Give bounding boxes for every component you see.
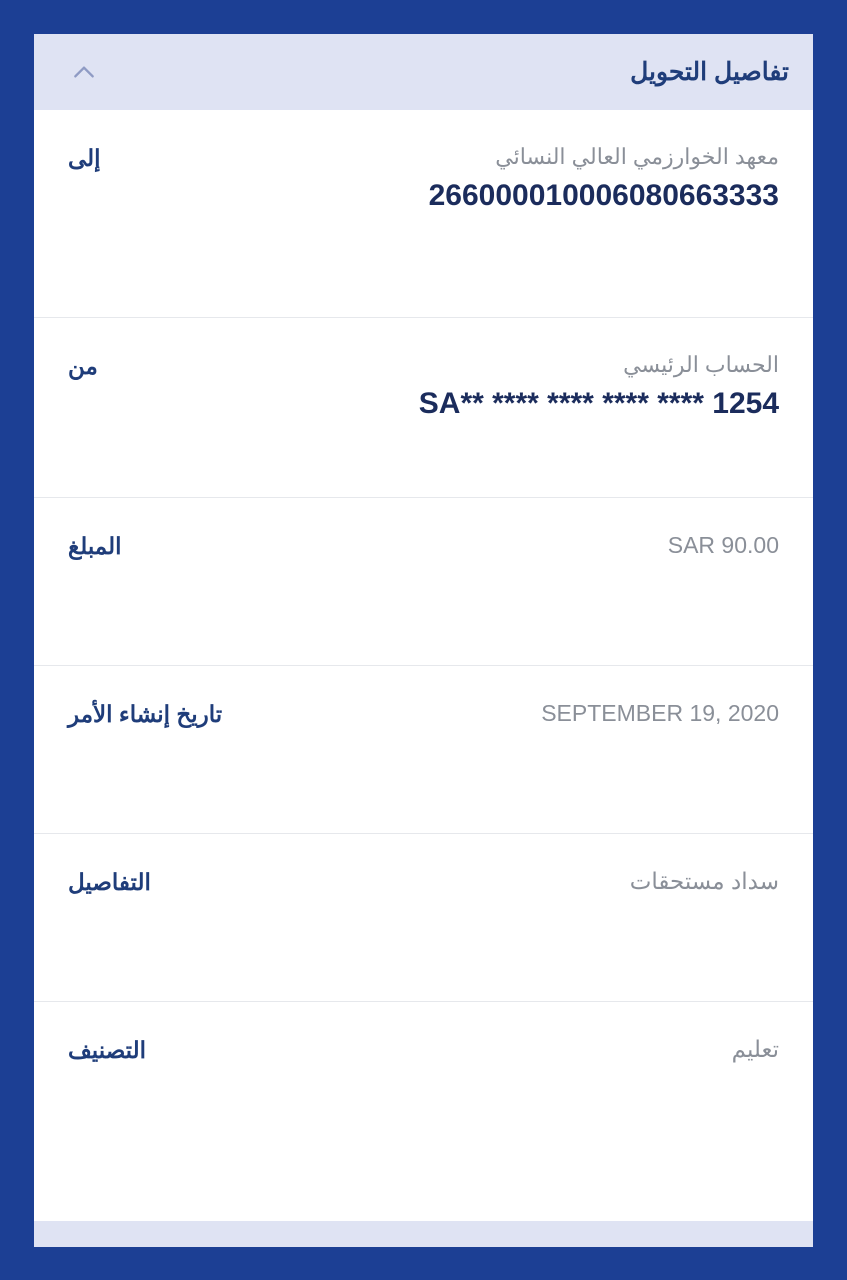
card-footer-strip: [34, 1221, 813, 1247]
row-value-category: [258, 1032, 779, 1066]
collapse-button[interactable]: [58, 46, 110, 98]
row-details: [34, 834, 813, 1002]
row-label-details: التفاصيل: [68, 869, 151, 895]
details-value: سداد مستحقات: [629, 868, 779, 894]
card-header: [34, 34, 813, 110]
row-value-creation-date: [258, 696, 779, 730]
row-creation-date: [34, 666, 813, 834]
chevron-up-icon: [71, 59, 97, 85]
page-title: تفاصيل التحويل: [630, 58, 789, 86]
row-label-from: من: [68, 353, 98, 379]
row-label-category: التصنيف: [68, 1037, 146, 1063]
source-account-name: الحساب الرئيسي: [623, 352, 779, 377]
row-value-amount: [258, 528, 779, 562]
row-value-details: [258, 864, 779, 898]
transfer-details-card: [34, 34, 813, 1247]
row-label-to: إلى: [68, 145, 101, 171]
beneficiary-account-number: 266000010006080663333: [428, 179, 779, 212]
creation-date-value: SEPTEMBER 19, 2020: [541, 700, 779, 726]
row-value-from: [258, 348, 779, 426]
row-label-amount: المبلغ: [68, 533, 122, 559]
category-value: تعليم: [731, 1036, 779, 1062]
amount-value: SAR 90.00: [667, 532, 779, 558]
details-list: [34, 110, 813, 1221]
row-value-to: [258, 140, 779, 218]
beneficiary-name: معهد الخوارزمي العالي النسائي: [495, 144, 779, 169]
row-label-creation-date: تاريخ إنشاء الأمر: [68, 701, 223, 727]
row-amount: [34, 498, 813, 666]
source-account-iban: SA** **** **** **** **** 1254: [418, 387, 779, 420]
row-category: [34, 1002, 813, 1172]
row-from: [34, 318, 813, 498]
row-to: [34, 110, 813, 318]
